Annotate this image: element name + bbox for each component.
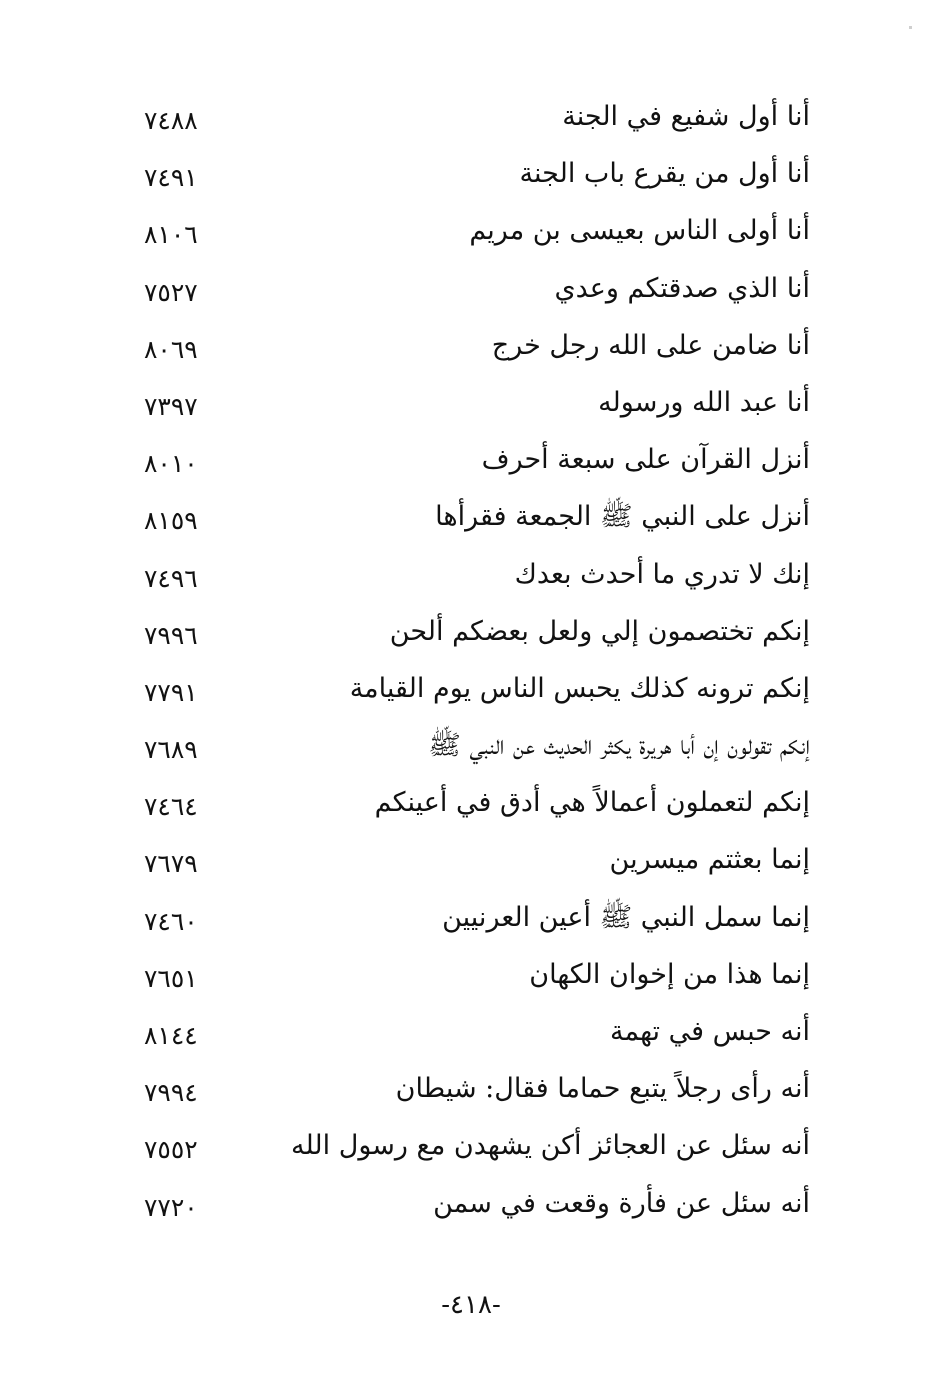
hadith-number: ٨١٥٩	[144, 506, 198, 536]
hadith-number: ٧٧٩١	[144, 677, 198, 707]
hadith-text: إنكم ترونه كذلك يحبس الناس يوم القيامة	[349, 672, 810, 704]
hadith-number: ٧٥٥٢	[144, 1135, 198, 1165]
scan-mark	[909, 26, 912, 29]
hadith-number: ٧٤٦٤	[144, 792, 198, 822]
index-row	[130, 1007, 810, 1064]
hadith-number: ٨١٤٤	[144, 1021, 198, 1050]
index-row	[130, 492, 810, 549]
hadith-number: ٧٦٨٩	[144, 735, 198, 765]
index-row	[130, 1064, 810, 1121]
index-row	[130, 607, 810, 664]
hadith-number: ٧٩٩٦	[144, 620, 198, 650]
index-row	[130, 206, 810, 263]
hadith-text: أنا الذي صدقتكم وعدي	[554, 272, 810, 304]
index-row	[130, 550, 810, 607]
hadith-text: إنكم تقولون إن أبا هريرة يكثر الحديث عن النبي ﷺ	[428, 730, 810, 762]
hadith-text: إنك لا تدري ما أحدث بعدك	[514, 558, 810, 590]
hadith-number: ٧٤٩١	[144, 163, 198, 193]
hadith-number: ٨٠١٠	[144, 449, 198, 479]
hadith-text: أنا عبد الله ورسوله	[598, 386, 810, 418]
hadith-number: ٧٤٦٠	[144, 906, 198, 936]
hadith-text: أنا أول من يقرع باب الجنة	[519, 158, 810, 190]
hadith-number: ٧٧٢٠	[144, 1192, 198, 1222]
hadith-number: ٧٦٥١	[144, 963, 198, 993]
index-row	[130, 321, 810, 378]
hadith-text: أنزل على النبي ﷺ الجمعة فقرأها	[435, 501, 810, 533]
hadith-number: ٧٦٧٩	[144, 849, 198, 879]
index-row	[130, 264, 810, 321]
hadith-number: ٧٥٢٧	[144, 277, 198, 307]
index-row	[130, 378, 810, 435]
hadith-number: ٨٠٦٩	[144, 334, 198, 364]
hadith-text: أنا أول شفيع في الجنة	[562, 101, 810, 132]
hadith-number: ٨١٠٦	[144, 220, 198, 250]
index-row	[130, 1179, 810, 1236]
hadith-text: إنكم تختصمون إلي ولعل بعضكم ألحن	[389, 615, 810, 647]
hadith-number: ٧٩٩٤	[144, 1078, 198, 1108]
index-row	[130, 664, 810, 721]
index-row	[130, 435, 810, 492]
index-row	[130, 1121, 810, 1178]
index-row	[130, 950, 810, 1007]
hadith-index-list	[130, 92, 810, 1236]
hadith-text: أنزل القرآن على سبعة أحرف	[481, 444, 810, 476]
hadith-text: إنما هذا من إخوان الكهان	[529, 958, 810, 990]
index-row	[130, 835, 810, 892]
hadith-text: أنه حبس في تهمة	[610, 1016, 810, 1047]
hadith-text: إنكم لتعملون أعمالاً هي أدق في أعينكم	[374, 787, 810, 819]
hadith-text: إنما بعثتم ميسرين	[609, 844, 810, 876]
index-row	[130, 721, 810, 778]
hadith-text: أنه سئل عن العجائز أكن يشهدن مع رسول الله	[290, 1130, 810, 1162]
index-row	[130, 893, 810, 950]
index-row	[130, 92, 810, 149]
hadith-text: إنما سمل النبي ﷺ أعين العرنيين	[442, 901, 810, 933]
hadith-number: ٧٤٨٨	[144, 106, 198, 135]
hadith-number: ٧٤٩٦	[144, 563, 198, 593]
hadith-text: أنا ضامن على الله رجل خرج	[491, 329, 810, 361]
page-number: -٤١٨-	[441, 1290, 501, 1320]
hadith-text: أنه سئل عن فأرة وقعت في سمن	[433, 1187, 810, 1219]
index-row	[130, 778, 810, 835]
hadith-text: أنه رأى رجلاً يتبع حماما فقال: شيطان	[395, 1073, 810, 1105]
index-row	[130, 149, 810, 206]
hadith-number: ٧٣٩٧	[144, 391, 198, 421]
hadith-text: أنا أولى الناس بعيسى بن مريم	[469, 215, 810, 247]
